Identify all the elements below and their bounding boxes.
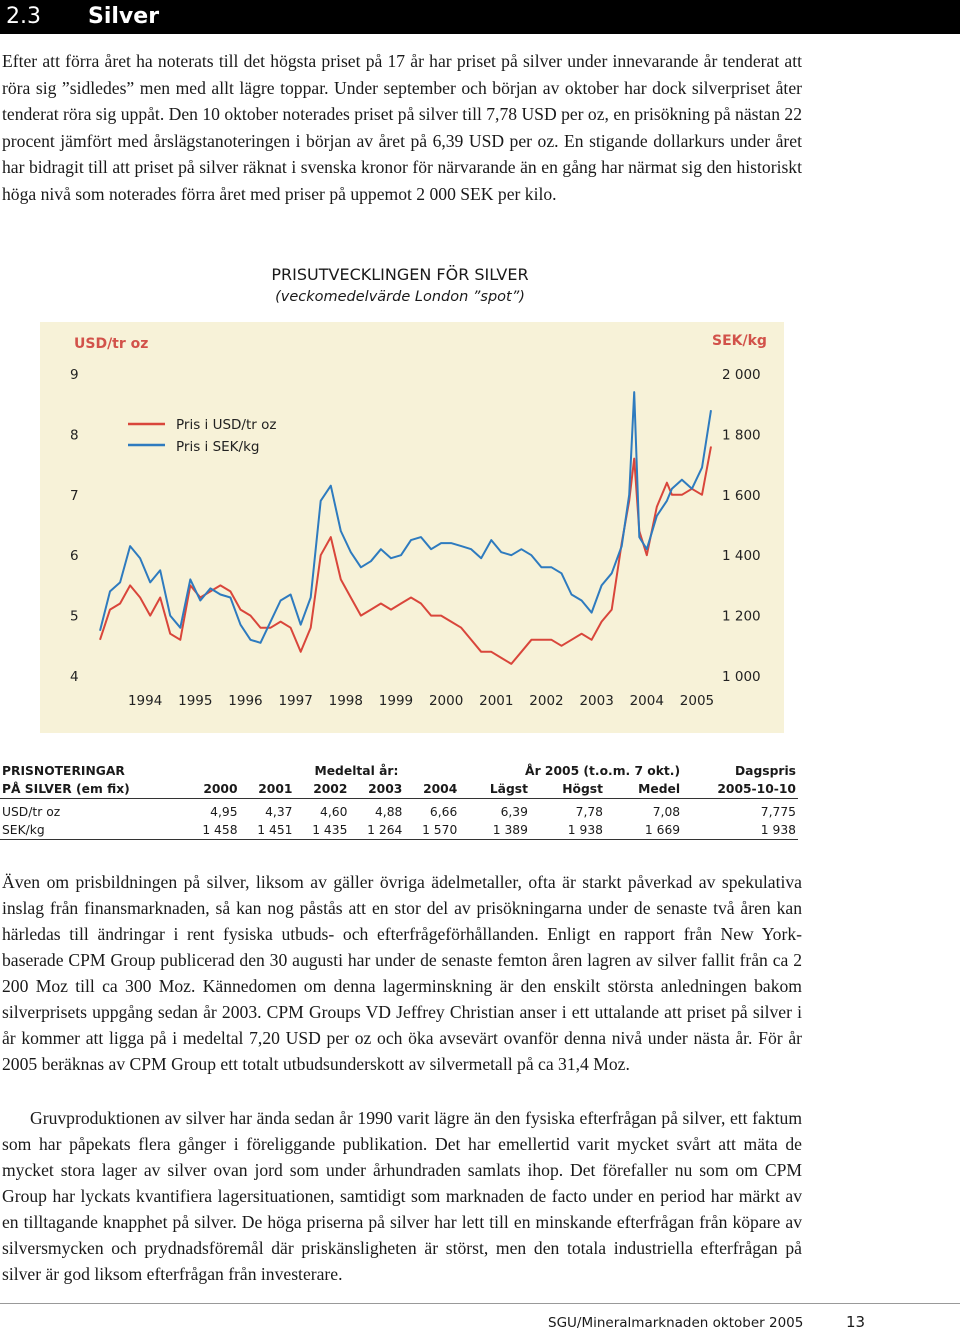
- cell: 1 669: [605, 821, 682, 840]
- legend-label-sek: Pris i SEK/kg: [176, 439, 260, 455]
- body-paragraph-3: Gruvproduktionen av silver har ända sedan år 1990 varit lägre än den fysiska efterfrågan på silver, ett faktum som har påpekats flera gånger i föreliggande publikation. Det har emellertid varit mycket svårt att mäta de mycket stora lager av silver ovan jord som under århundraden samlats ihop. Det förefaller nu som om CPM Group har lyckats kvantifiera lagersituationen, samtidigt som marknaden de facto under en period har märkt av en tilltagande knapphet på silver. De höga priserna på silver har lett till en minskande efterfrågan från köpare av silversmycken och prydnadsföremål där priskänsligheten är störst, men den totala industriella efterfrågan på silver är god liksom efterfrågan från investerare.: [2, 1108, 802, 1284]
- cell: 1 570: [404, 821, 459, 840]
- x-tick-label: 1998: [328, 693, 363, 709]
- cell: 1 389: [459, 821, 530, 840]
- table-header-row-1: [0, 762, 798, 780]
- row-label: SEK/kg: [0, 821, 185, 840]
- section-title: Silver: [88, 4, 160, 29]
- col-header: 2004: [423, 782, 458, 796]
- cell: 7,78: [575, 805, 604, 819]
- cell: 7,775: [760, 805, 796, 819]
- x-tick-label: 2002: [529, 693, 564, 709]
- cell: 1 938: [682, 821, 798, 840]
- table-2005-header: År 2005 (t.o.m. 7 okt.): [525, 764, 681, 778]
- y-left-tick-label: 4: [70, 669, 79, 685]
- page-number: 13: [846, 1313, 866, 1331]
- price-table: [0, 762, 798, 840]
- table-title-line2: PÅ SILVER (em fix): [2, 782, 130, 796]
- col-header: 2001: [258, 782, 293, 796]
- table-header-row-2: [0, 780, 798, 799]
- col-header: 2005-10-10: [717, 782, 796, 796]
- section-number: 2.3: [6, 4, 41, 29]
- x-tick-label: 1997: [278, 693, 313, 709]
- col-header: Medel: [638, 782, 681, 796]
- cell: 4,60: [320, 805, 348, 819]
- x-tick-label: 2005: [679, 693, 715, 709]
- y-left-tick-label: 8: [70, 427, 79, 444]
- footer-divider: [0, 1303, 960, 1304]
- x-tick-label: 1994: [127, 693, 163, 709]
- x-tick-label: 2000: [428, 693, 464, 709]
- cell: 1 264: [349, 821, 404, 840]
- table-medeltal-header: Medeltal år:: [314, 764, 399, 778]
- y-right-tick-label: 1 400: [722, 548, 761, 565]
- x-tick-label: 1995: [178, 693, 213, 709]
- chart-title: PRISUTVECKLINGEN FÖR SILVER: [271, 265, 529, 284]
- y-left-tick-label: 6: [70, 548, 79, 565]
- x-tick-label: 2003: [579, 693, 614, 709]
- y-left-tick-label: 7: [70, 487, 79, 504]
- col-header: Högst: [562, 782, 604, 796]
- y-left-unit-label: USD/tr oz: [74, 336, 149, 352]
- y-right-tick-label: 1 600: [722, 487, 761, 504]
- cell: 7,08: [652, 805, 681, 819]
- y-left-tick-label: 5: [70, 608, 79, 625]
- cell: 1 458: [185, 821, 240, 840]
- y-right-tick-label: 1 200: [722, 608, 761, 625]
- y-left-tick-label: 9: [70, 367, 79, 383]
- cell: 6,39: [500, 805, 528, 819]
- col-header: 2003: [368, 782, 403, 796]
- col-header: 2002: [313, 782, 348, 796]
- row-label: USD/tr oz: [2, 805, 61, 819]
- chart-subtitle: (veckomedelvärde London ”spot”): [275, 289, 525, 305]
- y-right-unit-label: SEK/kg: [712, 333, 767, 349]
- cell: 1 435: [294, 821, 349, 840]
- legend-label-usd: Pris i USD/tr oz: [176, 417, 277, 433]
- cell: 6,66: [429, 805, 458, 819]
- chart-legend: [128, 417, 276, 455]
- footer-publication: SGU/Mineralmarknaden oktober 2005: [548, 1315, 804, 1331]
- x-tick-label: 2004: [629, 693, 664, 709]
- y-right-tick-label: 1 800: [722, 427, 761, 444]
- cell: 1 938: [530, 821, 605, 840]
- table-dagspris-header: Dagspris: [734, 764, 796, 778]
- y-right-tick-label: 1 000: [722, 669, 761, 685]
- table-row: [0, 803, 798, 821]
- table-title-line1: PRISNOTERINGAR: [2, 764, 125, 778]
- y-right-tick-label: 2 000: [722, 367, 761, 383]
- x-tick-label: 2001: [479, 693, 514, 709]
- body-paragraph-2: Även om prisbildningen på silver, liksom av gäller övriga ädelmetaller, ofta är starkt påverkad av spekulativa inslag från finansmarknaden, så kan nog påstås att en stor del av prisökningarna under de senaste två åren kan härledas till ändringar i rent fysiska utbuds- och efterfrågeförhållanden. Enligt en rapport från New York-baserade CPM Group publicerad den 30 augusti har under de senaste femton åren lagren av silver fallit från ca 2 200 Moz till ca 300 Moz. Kännedomen om denna lagerminskning är den enskilt största anledningen bakom silverprisets uppgång sedan år 2003. CPM Groups VD Jeffrey Christian anser i ett uttalande att priset på silver i år kommer att ligga på i medeltal 7,20 USD per oz och öka avsevärt ovanför denna nivå under nästa år. För år 2005 beräknas av CPM Group ett totalt utbudsunderskott av silvermetall på ca 31,4 Moz.: [2, 872, 802, 1074]
- intro-paragraph: Efter att förra året ha noterats till det högsta priset på 17 år har priset på silver under innevarande år tenderat att röra sig ”sidledes” men med allt lägre toppar. Under september och början av oktober har dock silverpriset åter tenderat röra sig uppåt. Den 10 oktober noterades priset på silver till 7,78 USD per oz, en prisökning på nästan 22 procent jämfört med årslägstanoteringen i början av året på 6,39 USD per oz. En stigande dollarkurs under året har bidragit till att priset på silver räknat i svenska kronor för närvarande än en gång har närmat sig den historiskt höga nivå som noterades förra året med priser på uppemot 2 000 SEK per kilo.: [2, 51, 802, 204]
- table-row: [0, 821, 798, 840]
- x-tick-label: 1996: [228, 693, 263, 709]
- col-header: Lägst: [489, 782, 528, 796]
- cell: 1 451: [240, 821, 295, 840]
- cell: 4,88: [374, 805, 403, 819]
- x-tick-label: 1999: [378, 693, 414, 709]
- col-header: 2000: [203, 782, 238, 796]
- cell: 4,37: [265, 805, 293, 819]
- cell: 4,95: [210, 805, 238, 819]
